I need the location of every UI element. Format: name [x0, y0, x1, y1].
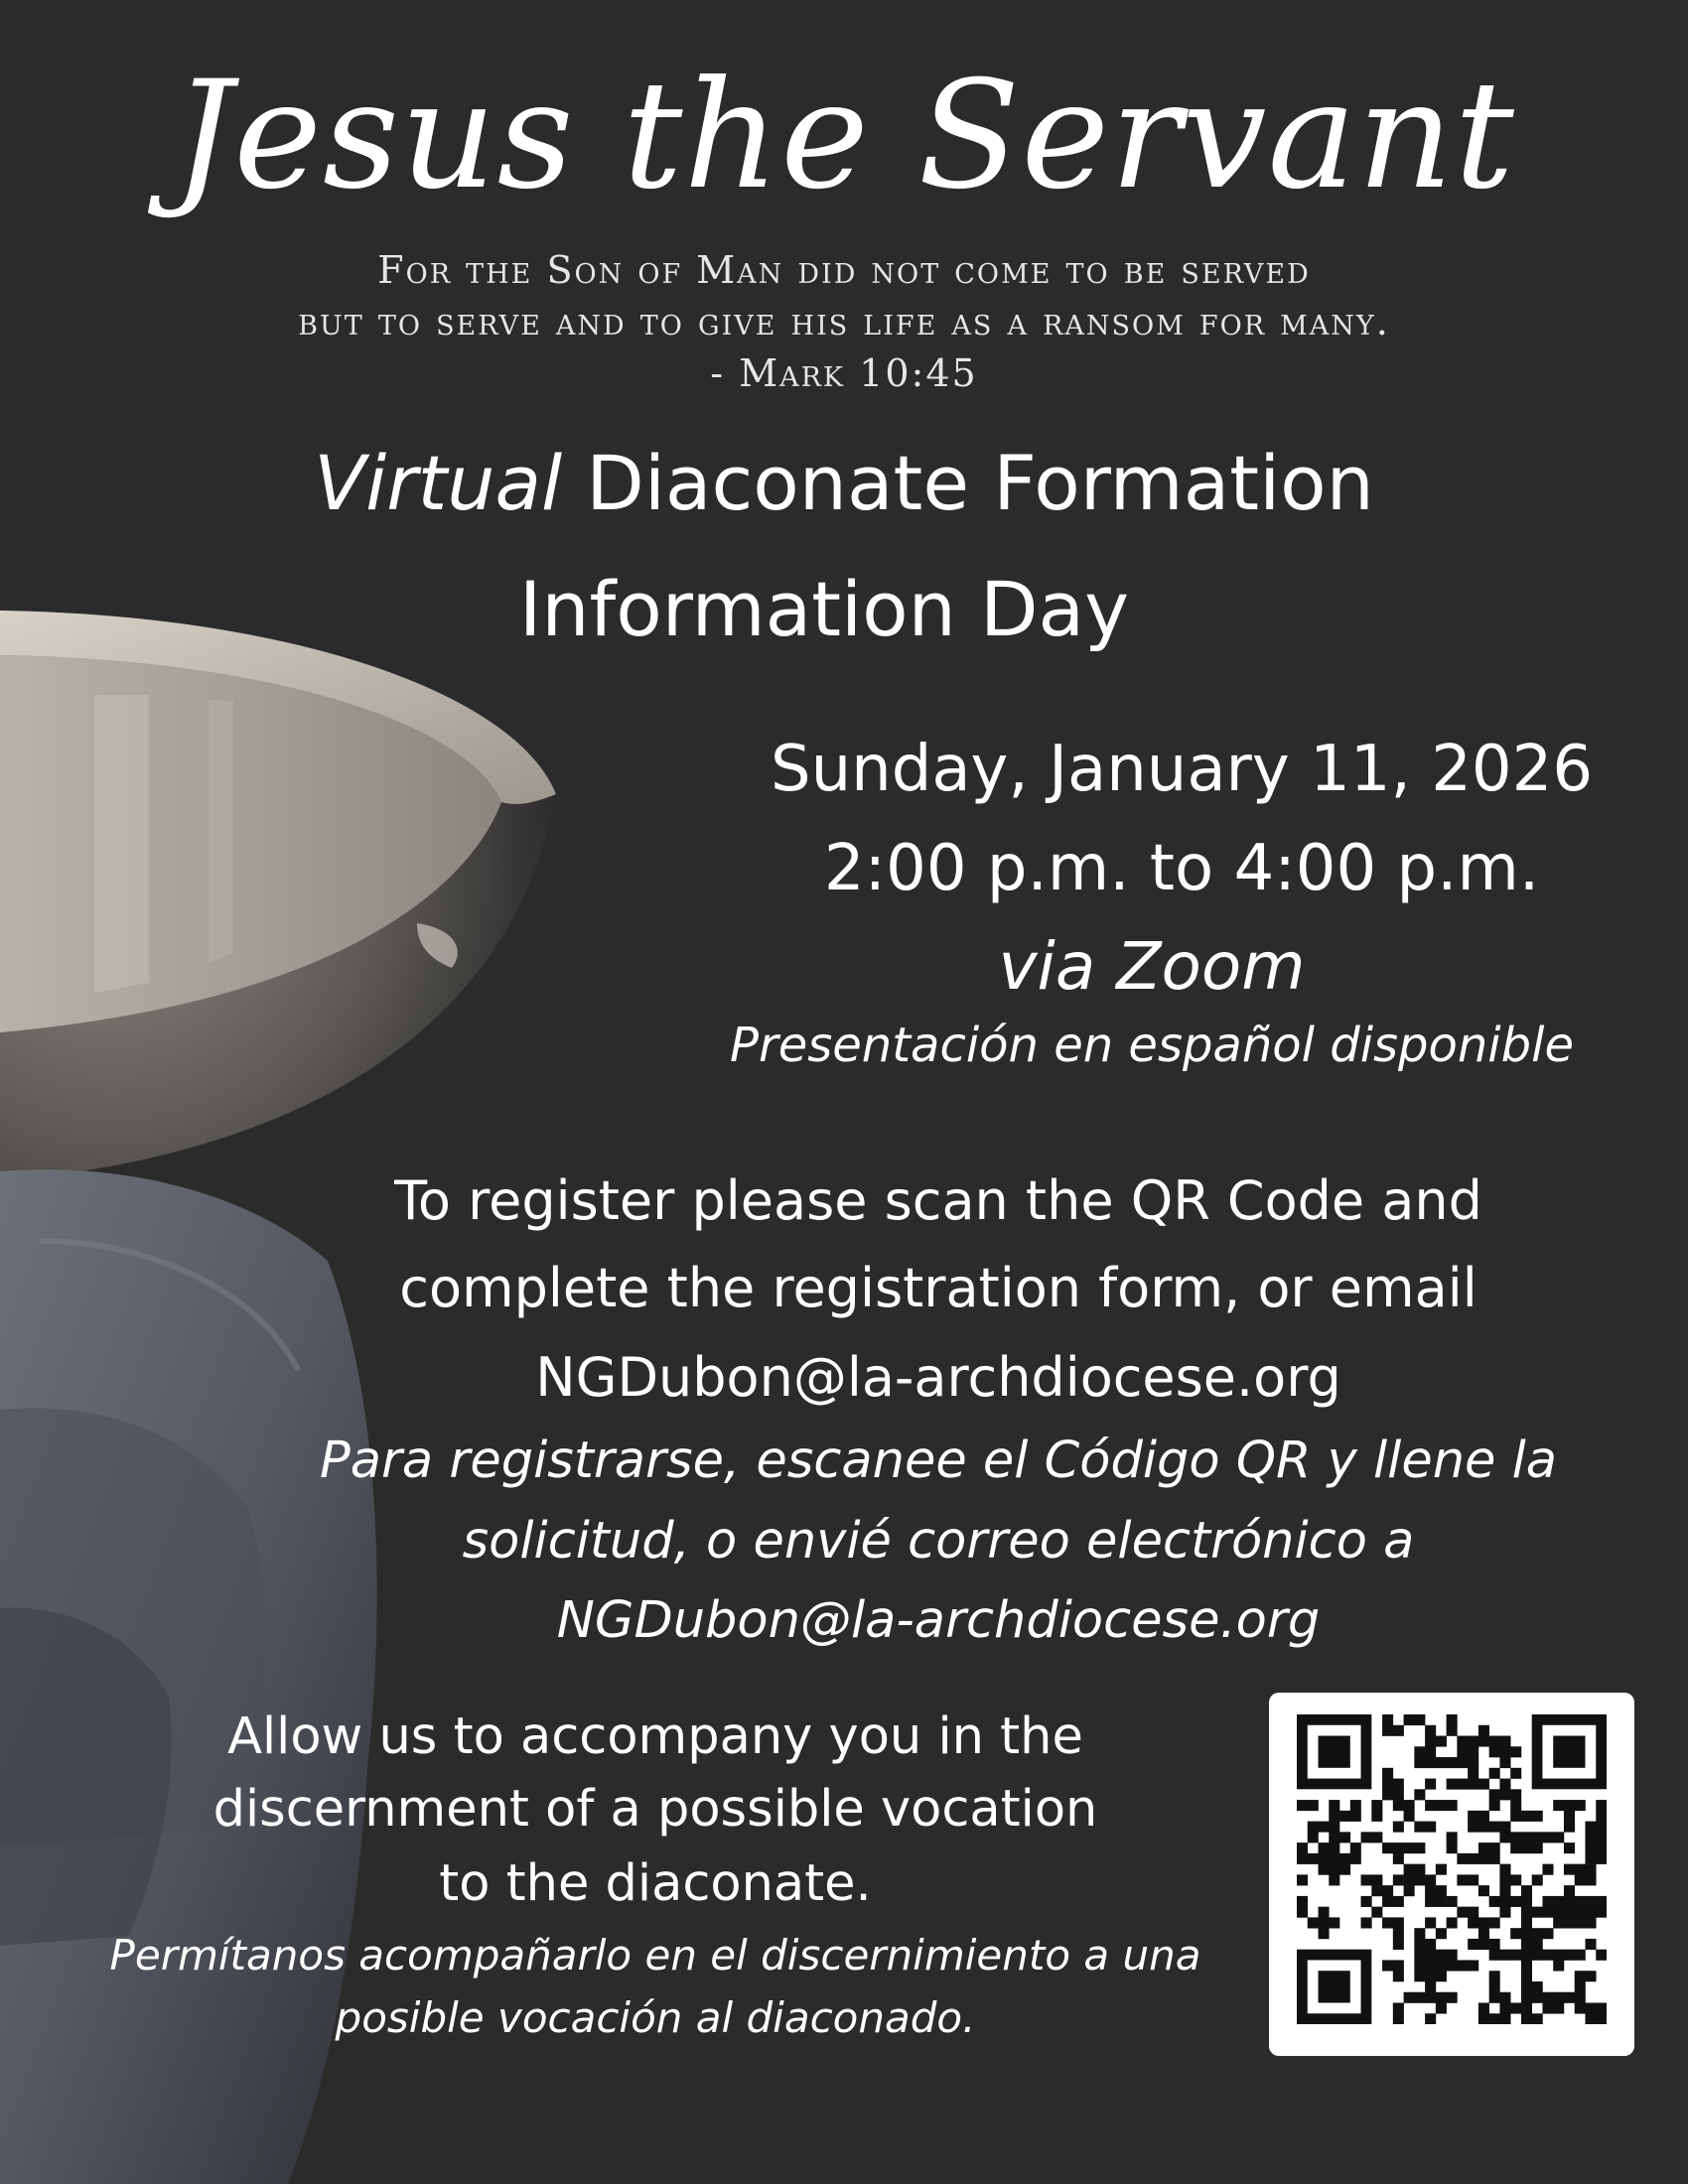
- event-date: Sunday, January 11, 2026: [770, 733, 1594, 806]
- qr-code-card[interactable]: [1269, 1693, 1634, 2056]
- headline-emphasis: Virtual: [314, 439, 563, 527]
- flyer-title: Jesus the Servant: [173, 50, 1515, 222]
- event-time: 2:00 p.m. to 4:00 p.m.: [823, 832, 1540, 905]
- spanish-availability-note: Presentación en español disponible: [730, 1018, 1574, 1073]
- registration-line-1: To register please scan the QR Code and: [394, 1169, 1482, 1232]
- registration-email[interactable]: NGDubon@la-archdiocese.org: [535, 1346, 1341, 1409]
- event-platform: via Zoom: [998, 928, 1306, 1005]
- registration-es-email[interactable]: NGDubon@la-archdiocese.org: [556, 1591, 1321, 1650]
- closing-es-line-2: posible vocación al diaconado.: [335, 1993, 976, 2042]
- scripture-line-1: For the Son of Man did not come to be served: [377, 248, 1311, 292]
- closing-es-line-1: Permítanos acompañarlo en el discernimiento a una: [109, 1931, 1201, 1979]
- scripture-reference: - Mark 10:45: [710, 351, 978, 395]
- registration-es-line-2: solicitud, o envié correo electrónico a: [462, 1512, 1415, 1570]
- closing-line-3: to the diaconate.: [439, 1854, 872, 1913]
- qr-code-icon[interactable]: [1297, 1714, 1607, 2024]
- registration-line-2: complete the registration form, or email: [399, 1257, 1477, 1319]
- headline-line-1-rest: Diaconate Formation: [562, 439, 1374, 527]
- closing-line-2: discernment of a possible vocation: [212, 1780, 1098, 1839]
- scripture-line-2: but to serve and to give his life as a ransom for many.: [298, 300, 1390, 343]
- closing-line-1: Allow us to accompany you in the: [227, 1707, 1083, 1766]
- headline-line-1: [0, 439, 1688, 527]
- registration-es-line-1: Para registrarse, escanee el Código QR y llene la: [319, 1432, 1558, 1490]
- headline-line-2: Information Day: [518, 565, 1130, 653]
